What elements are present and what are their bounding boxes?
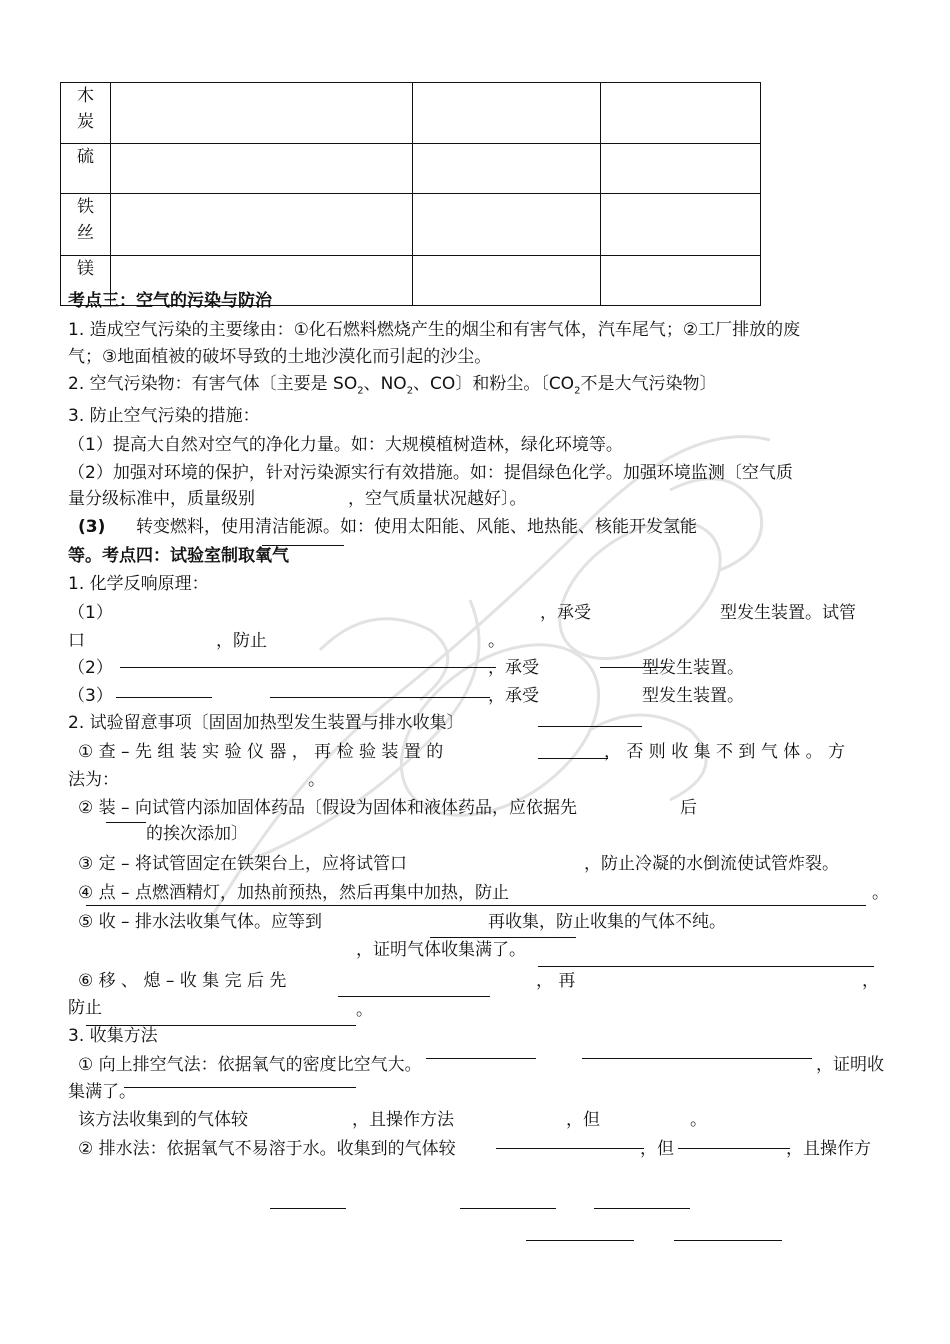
table-cell[interactable] <box>601 83 761 144</box>
paragraph-line: ，但 <box>566 1110 600 1130</box>
paragraph-line: ，空气质量状况越好〕。 <box>348 489 527 509</box>
paragraph-line: （1）提高大自然对空气的净化力量。如：大规模植树造林，绿化环境等。 <box>68 435 623 455</box>
paragraph-line: ，承受 <box>488 686 539 706</box>
paragraph-line: （3） <box>68 686 113 706</box>
blank-line[interactable] <box>538 726 642 727</box>
blank-line[interactable] <box>270 697 490 698</box>
table-cell[interactable] <box>413 256 601 306</box>
paragraph-line: ④ 点 – 点燃酒精灯，加热前预热，然后再集中加热，防止 <box>78 883 509 903</box>
paragraph-line: ， <box>862 971 879 991</box>
blank-line[interactable] <box>460 1208 556 1209</box>
blank-line[interactable] <box>270 1208 346 1209</box>
paragraph-line: ，且操作方法 <box>352 1110 454 1130</box>
paragraph-line: ③ 定 – 将试管固定在铁架台上，应将试管口 <box>78 854 407 874</box>
blank-line[interactable] <box>496 1148 644 1149</box>
blank-line[interactable] <box>338 996 490 997</box>
table-cell[interactable] <box>413 194 601 256</box>
pollutants-line: 2. 空气污染物：有害气体〔主要是 $SO_2$、$NO_2$、CO〕和粉尘。〔$CO_2$不是大气污染物〕 <box>68 374 717 397</box>
paragraph-line: 。 <box>690 1110 707 1130</box>
paragraph-line: 。 <box>308 770 325 790</box>
blank-line[interactable] <box>116 697 212 698</box>
paragraph-line: 2. 试验留意事项〔固固加热型发生装置与排水收集〕 <box>68 713 464 733</box>
paragraph-line: 。 <box>356 1000 373 1020</box>
blank-line[interactable] <box>106 822 146 823</box>
paragraph-line: 1. 造成空气污染的主要缘由：①化石燃料燃烧产生的烟尘和有害气体，汽车尾气；②工厂排放的废 <box>68 320 801 340</box>
section-title: 考点三：空气的污染与防治 <box>68 291 272 311</box>
paragraph-line: 法为： <box>68 770 119 790</box>
blank-line[interactable] <box>582 1058 812 1059</box>
paragraph-line: 3. 防止空气污染的措施： <box>68 406 260 426</box>
paragraph-line: ⑥ 移 、 熄 – 收 集 完 后 先 <box>78 971 287 991</box>
watermark <box>170 400 810 960</box>
paragraph-line: 型发生装置。 <box>642 658 744 678</box>
table-cell[interactable] <box>111 83 413 144</box>
paragraph-line: 口 <box>68 631 85 651</box>
blank-line <box>262 545 344 546</box>
paragraph-line: ① 向上排空气法：依据氧气的密度比空气大。 <box>78 1055 422 1075</box>
table-cell[interactable] <box>601 144 761 194</box>
paragraph-line: ，防止 <box>216 631 267 651</box>
blank-line[interactable] <box>526 1240 634 1241</box>
paragraph-line: 。 <box>488 631 505 651</box>
paragraph-line: ② 装 – 向试管内添加固体药品〔假设为固体和液体药品，应依据先 <box>78 798 577 818</box>
table-cell[interactable] <box>413 144 601 194</box>
paragraph-line: 气；③地面植被的破坏导致的土地沙漠化而引起的沙尘。 <box>68 347 492 367</box>
paragraph-line: ⑤ 收 – 排水法收集气体。应等到 <box>78 912 322 932</box>
blank-line[interactable] <box>430 937 576 938</box>
blank-line[interactable] <box>86 905 866 906</box>
paragraph-line: 该方法收集到的气体较 <box>78 1110 248 1130</box>
paragraph-line: 转变燃料，使用清洁能源。如：使用太阳能、风能、地热能、核能开发氢能 <box>136 517 697 537</box>
row-label: 镁 <box>61 256 111 306</box>
paragraph-line: 3. 收集方法 <box>68 1026 158 1046</box>
paragraph-line: （1） <box>68 603 113 623</box>
paragraph-line: ② 排水法：依据氧气不易溶于水。收集到的气体较 <box>78 1139 456 1159</box>
paragraph-line: 后 <box>680 798 697 818</box>
blank-line[interactable] <box>120 667 496 668</box>
paragraph-line: ，且操作方 <box>786 1139 871 1159</box>
blank-line[interactable] <box>124 1087 356 1088</box>
row-label: 铁 丝 <box>61 194 111 256</box>
paragraph-line: ，承受 <box>488 658 539 678</box>
blank-line[interactable] <box>678 1148 790 1149</box>
paragraph-line: 防止 <box>68 998 102 1018</box>
table-cell[interactable] <box>111 144 413 194</box>
paragraph-line: 再收集，防止收集的气体不纯。 <box>488 912 726 932</box>
paragraph-line: 量分级标准中，质量级别 <box>68 489 255 509</box>
paragraph-line: ，防止冷凝的水倒流使试管炸裂。 <box>584 854 839 874</box>
paragraph-line: ， 再 <box>536 971 576 991</box>
blank-line[interactable] <box>538 966 874 967</box>
paragraph-line: ，证明气体收集满了。 <box>356 940 526 960</box>
blank-line[interactable] <box>674 1240 782 1241</box>
paragraph-line: ，证明收 <box>816 1055 884 1075</box>
table-cell[interactable] <box>601 256 761 306</box>
table-cell[interactable] <box>413 83 601 144</box>
paragraph-line: 。 <box>872 883 889 903</box>
blank-line[interactable] <box>426 1058 536 1059</box>
paragraph-line: ① 查 – 先 组 装 实 验 仪 器 ， 再 检 验 装 置 的 <box>78 742 444 762</box>
paragraph-line: ， 否 则 收 集 不 到 气 体 。 方 <box>604 742 846 762</box>
paragraph-line: 集满了。 <box>68 1082 136 1102</box>
paragraph-line: ，但 <box>640 1139 674 1159</box>
item-number: (3) <box>78 517 106 537</box>
table-row <box>61 194 761 256</box>
table-row <box>61 144 761 194</box>
paragraph-line: （2） <box>68 658 113 678</box>
paragraph-line: 型发生装置。 <box>642 686 744 706</box>
table-cell[interactable] <box>601 194 761 256</box>
blank-line[interactable] <box>538 758 608 759</box>
paragraph-line: 1. 化学反响原理： <box>68 574 209 594</box>
table-cell[interactable] <box>111 194 413 256</box>
section-title: 考点四：试验室制取氧气 <box>102 546 289 566</box>
blank-line[interactable] <box>594 1208 690 1209</box>
paragraph-line: 型发生装置。试管 <box>720 603 856 623</box>
reaction-table <box>60 82 761 306</box>
paragraph-line: 的挨次添加〕 <box>146 824 248 844</box>
row-label: 木 炭 <box>61 83 111 144</box>
table-row <box>61 83 761 144</box>
paragraph-line: ，承受 <box>540 603 591 623</box>
row-label: 硫 <box>61 144 111 194</box>
paragraph-line: （2）加强对环境的保护，针对污染源实行有效措施。如：提倡绿色化学。加强环境监测〔空气质 <box>68 463 793 483</box>
paragraph-line: 等。考点四：试验室制取氧气 <box>68 546 289 566</box>
